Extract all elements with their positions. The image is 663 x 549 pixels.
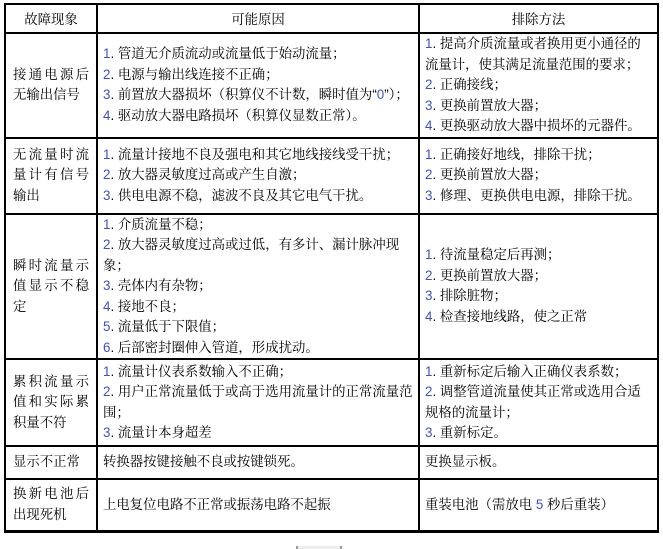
cell-line: 2. 更换前置放大器； bbox=[425, 267, 548, 283]
cell-line: 1. 重新标定后输入正确仪表系数； bbox=[425, 363, 628, 379]
cell-line: 4. 检查接地线路，使之正常 bbox=[425, 308, 588, 324]
col-header-cause: 可能原因 bbox=[97, 4, 419, 33]
table-row bbox=[5, 479, 658, 531]
cell-line: 4. 驱动放大器电路损坏（积算仪显数正常）。 bbox=[103, 107, 366, 123]
fault-table bbox=[4, 3, 659, 533]
symptom-cell bbox=[5, 359, 97, 446]
symptom-cell bbox=[5, 138, 97, 214]
causes-cell bbox=[97, 479, 419, 531]
cell-line: 1. 正确接好地线，排除干扰； bbox=[425, 146, 601, 162]
solutions-cell bbox=[419, 138, 658, 214]
solutions-cell bbox=[419, 33, 658, 138]
cell-line: 更换显示板。 bbox=[425, 454, 506, 470]
cell-line: 2. 正确接线； bbox=[425, 77, 507, 92]
cell-line: 3. 重新标定。 bbox=[425, 425, 507, 440]
table-body bbox=[5, 33, 658, 531]
table-row bbox=[5, 138, 658, 214]
cell-line: 2. 电源与输出线连接不正确； bbox=[103, 66, 279, 82]
solutions-cell bbox=[419, 214, 658, 360]
cell-line: 2. 放大器灵敏度过高或产生自激； bbox=[103, 167, 306, 183]
cell-line: 3. 修理、更换供电电源，排除干扰。 bbox=[425, 187, 641, 203]
cell-line: 显示不正常 bbox=[13, 454, 80, 470]
symptom-cell bbox=[5, 214, 97, 360]
causes-cell bbox=[97, 138, 419, 214]
causes-cell bbox=[97, 446, 419, 479]
cell-line: 3. 更换前置放大器； bbox=[425, 97, 548, 113]
cell-line: 4. 更换驱动放大器中损坏的元器件。 bbox=[425, 118, 641, 133]
symptom-cell bbox=[5, 479, 97, 531]
cell-line: 重装电池（需放电 5 秒后重装） bbox=[425, 496, 614, 512]
table-row bbox=[5, 446, 658, 479]
cell-line: 接通电源后无输出信号 bbox=[13, 66, 89, 103]
cell-line: 上电复位电路不正常或振荡电路不起振 bbox=[103, 496, 331, 512]
header-row bbox=[5, 4, 658, 33]
solutions-cell bbox=[419, 479, 658, 531]
cell-line: 3. 壳体内有杂物； bbox=[103, 278, 212, 293]
col-header-symptom: 故障现象 bbox=[5, 4, 97, 33]
table-row bbox=[5, 33, 658, 138]
symptom-cell bbox=[5, 33, 97, 138]
cell-line: 3. 排除脏物； bbox=[425, 288, 507, 304]
cell-line: 3. 供电电源不稳，滤波不良及其它电气干扰。 bbox=[103, 187, 373, 203]
cell-line: 2. 放大器灵敏度过高或过低，有多计、漏计脉冲现象； bbox=[103, 237, 400, 273]
cell-line: 无流量时流量计有信号输出 bbox=[13, 146, 89, 203]
cell-line: 2. 更换前置放大器； bbox=[425, 167, 548, 183]
cell-line: 6. 后部密封圈伸入管道，形成扰动。 bbox=[103, 339, 319, 355]
table-row bbox=[5, 214, 658, 360]
col-header-remedy: 排除方法 bbox=[419, 4, 658, 33]
cell-line: 3. 前置放大器损坏（积算仪不计数，瞬时值为“0”）； bbox=[103, 87, 409, 103]
cell-line: 1. 提高介质流量或者换用更小通径的流量计，使其满足流量范围的要求； bbox=[425, 36, 641, 72]
cell-line: 1. 待流量稳定后再测； bbox=[425, 247, 561, 263]
cell-line: 1. 流量计接地不良及强电和其它地线接线受干扰； bbox=[103, 146, 400, 162]
cell-line: 1. 介质流量不稳； bbox=[103, 216, 212, 232]
solutions-cell bbox=[419, 359, 658, 446]
cell-line: 累积流量示值和实际累积量不符 bbox=[13, 373, 89, 430]
cell-line: 4. 接地不良； bbox=[103, 298, 185, 314]
cell-line: 1. 管道无介质流动或流量低于始动流量； bbox=[103, 46, 346, 62]
causes-cell bbox=[97, 359, 419, 446]
causes-cell bbox=[97, 33, 419, 138]
solutions-cell bbox=[419, 446, 658, 479]
cell-line: 5. 流量低于下限值； bbox=[103, 319, 226, 334]
causes-cell bbox=[97, 214, 419, 360]
cell-line: 1. 流量计仪表系数输入不正确； bbox=[103, 363, 292, 379]
table-row bbox=[5, 359, 658, 446]
cell-line: 转换器按键接触不良或按键锁死。 bbox=[103, 454, 304, 470]
cell-line: 3. 流量计本身超差 bbox=[103, 425, 212, 440]
symptom-cell bbox=[5, 446, 97, 479]
cell-line: 瞬时流量示值显示不稳定 bbox=[13, 257, 89, 314]
cell-line: 2. 调整管道流量使其正常或选用合适规格的流量计； bbox=[425, 384, 641, 420]
cell-line: 换新电池后出现死机 bbox=[13, 486, 89, 522]
cell-line: 2. 用户正常流量低于或高于选用流量计的正常流量范围； bbox=[103, 384, 413, 420]
